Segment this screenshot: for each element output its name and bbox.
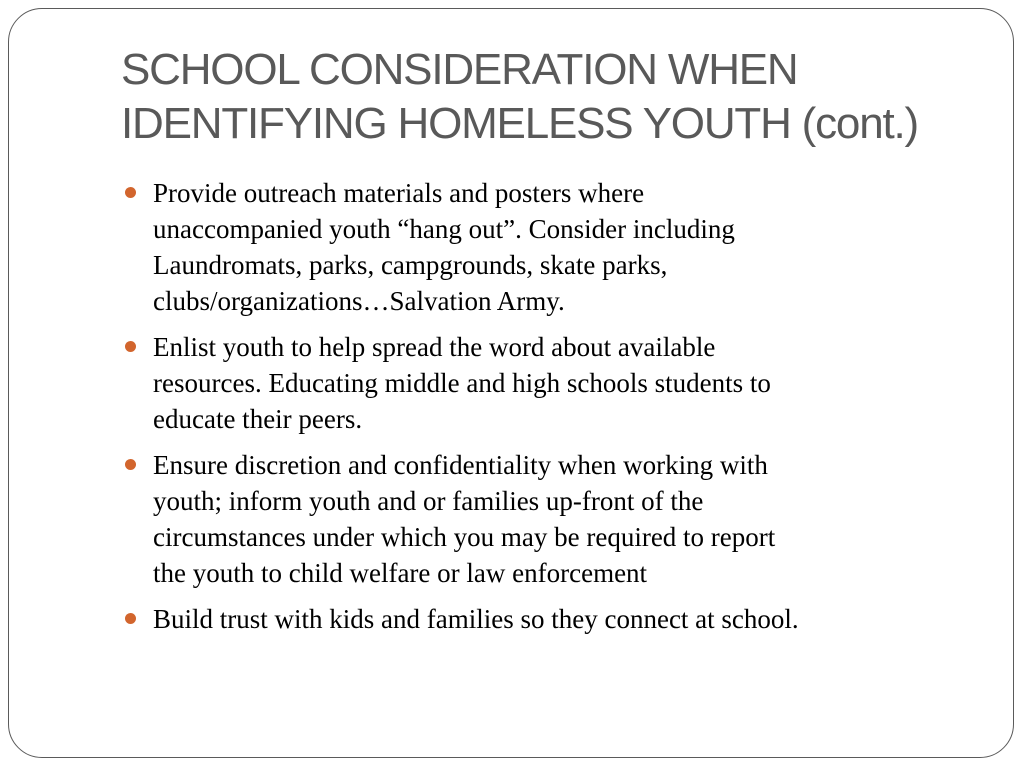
bullet-text-line: resources. Educating middle and high schools students to <box>153 368 771 398</box>
bullet-dot-icon <box>125 341 136 352</box>
slide-title <box>121 43 1001 151</box>
bullet-text-line: Ensure discretion and confidentiality when working with <box>153 450 768 480</box>
bullet-dot-icon <box>125 459 136 470</box>
bullet-text-line: clubs/organizations…Salvation Army. <box>153 286 565 316</box>
bullet-dot-icon <box>125 187 136 198</box>
bullet-text-line: youth; inform youth and or families up-front of the <box>153 486 704 516</box>
bullet-list <box>121 175 961 647</box>
slide-title-line-2: IDENTIFYING HOMELESS YOUTH (cont.) <box>121 99 918 148</box>
bullet-dot-icon <box>125 613 136 624</box>
slide-title-line-1: SCHOOL CONSIDERATION WHEN <box>121 45 798 94</box>
bullet-item-outreach <box>121 175 961 319</box>
bullet-text-line: Laundromats, parks, campgrounds, skate parks, <box>153 250 668 280</box>
bullet-text-line: the youth to child welfare or law enforcement <box>153 558 648 588</box>
bullet-text-line: circumstances under which you may be required to report <box>153 522 776 552</box>
bullet-item-enlist-youth <box>121 329 961 437</box>
bullet-item-discretion <box>121 447 961 591</box>
bullet-item-build-trust <box>121 601 961 637</box>
bullet-text-line: Provide outreach materials and posters where <box>153 178 645 208</box>
slide-frame <box>8 8 1014 758</box>
bullet-text-line: Enlist youth to help spread the word about available <box>153 332 716 362</box>
bullet-text-line: Build trust with kids and families so they connect at school. <box>153 604 799 634</box>
bullet-text-line: unaccompanied youth “hang out”. Consider including <box>153 214 735 244</box>
bullet-text-line: educate their peers. <box>153 404 363 434</box>
